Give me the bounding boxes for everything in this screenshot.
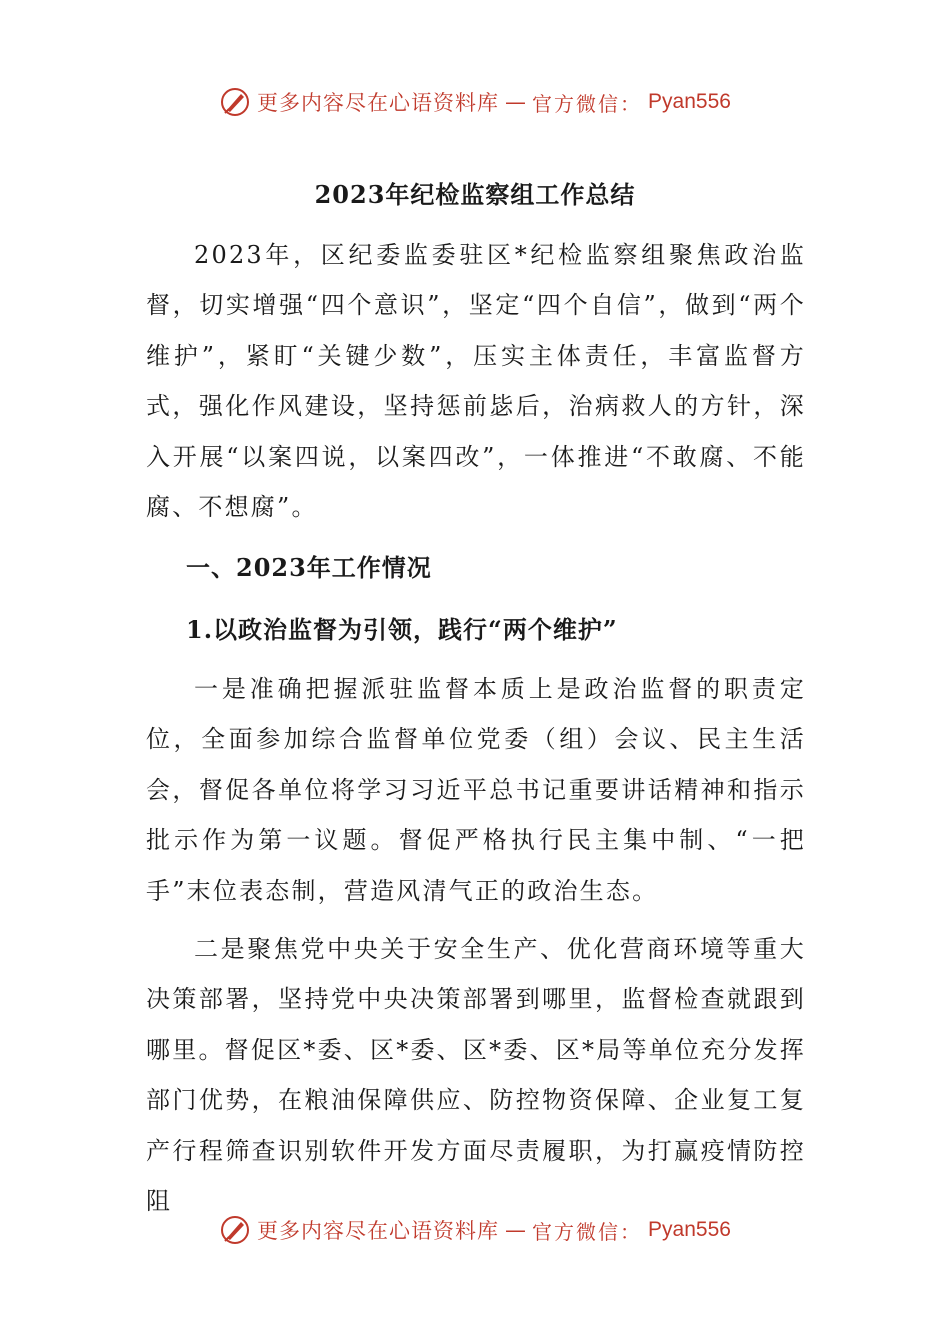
- footer-watermark: [0, 1210, 950, 1250]
- quill-pen-logo-icon: [219, 86, 251, 118]
- intro-paragraph: 2023年，区纪委监委驻区*纪检监察组聚焦政治监督，切实增强“四个意识”，坚定“四个自信”，做到“两个维护”，紧盯“关键少数”，压实主体责任，丰富监督方式，强化作风建设，坚持惩前毖后，治病救人的方针，深入开展“以案四说，以案四改”，一体推进“不敢腐、不能腐、不想腐”。: [146, 241, 806, 522]
- paragraph-one-block: [146, 664, 806, 916]
- watermark-text: 更多内容尽在心语资料库: [257, 91, 500, 115]
- watermark-label: 官方微信：: [532, 91, 643, 116]
- watermark-separator: —: [505, 1218, 527, 1242]
- paragraph-one: 一是准确把握派驻监督本质上是政治监督的职责定位，全面参加综合监督单位党委（组）会议、民主生活会，督促各单位将学习习近平总书记重要讲话精神和指示批示作为第一议题。督促严格执行民主集中制、“一把手”末位表态制，营造风清气正的政治生态。: [146, 675, 806, 905]
- document-title: 2023年纪检监察组工作总结: [314, 180, 636, 209]
- header-watermark: [0, 82, 950, 122]
- watermark-wechat-id: Pyan556: [648, 1218, 731, 1241]
- watermark-text: 更多内容尽在心语资料库: [257, 1219, 500, 1243]
- quill-pen-logo-icon: [219, 1214, 251, 1246]
- subsection-heading: 1.以政治监督为引领，践行“两个维护”: [186, 615, 618, 644]
- watermark-wechat-id: Pyan556: [648, 90, 731, 113]
- watermark-separator: —: [505, 90, 527, 114]
- section-heading: 一、2023年工作情况: [186, 553, 432, 582]
- paragraph-two-block: [146, 924, 806, 1226]
- watermark-label: 官方微信：: [532, 1219, 643, 1244]
- paragraph-two: 二是聚焦党中央关于安全生产、优化营商环境等重大决策部署，坚持党中央决策部署到哪里，监督检查就跟到哪里。督促区*委、区*委、区*委、区*局等单位充分发挥部门优势，在粮油保障供应、防控物资保障、企业复工复产行程筛查识别软件开发方面尽责履职，为打赢疫情防控阻: [146, 935, 806, 1216]
- intro-paragraph-block: [146, 230, 806, 532]
